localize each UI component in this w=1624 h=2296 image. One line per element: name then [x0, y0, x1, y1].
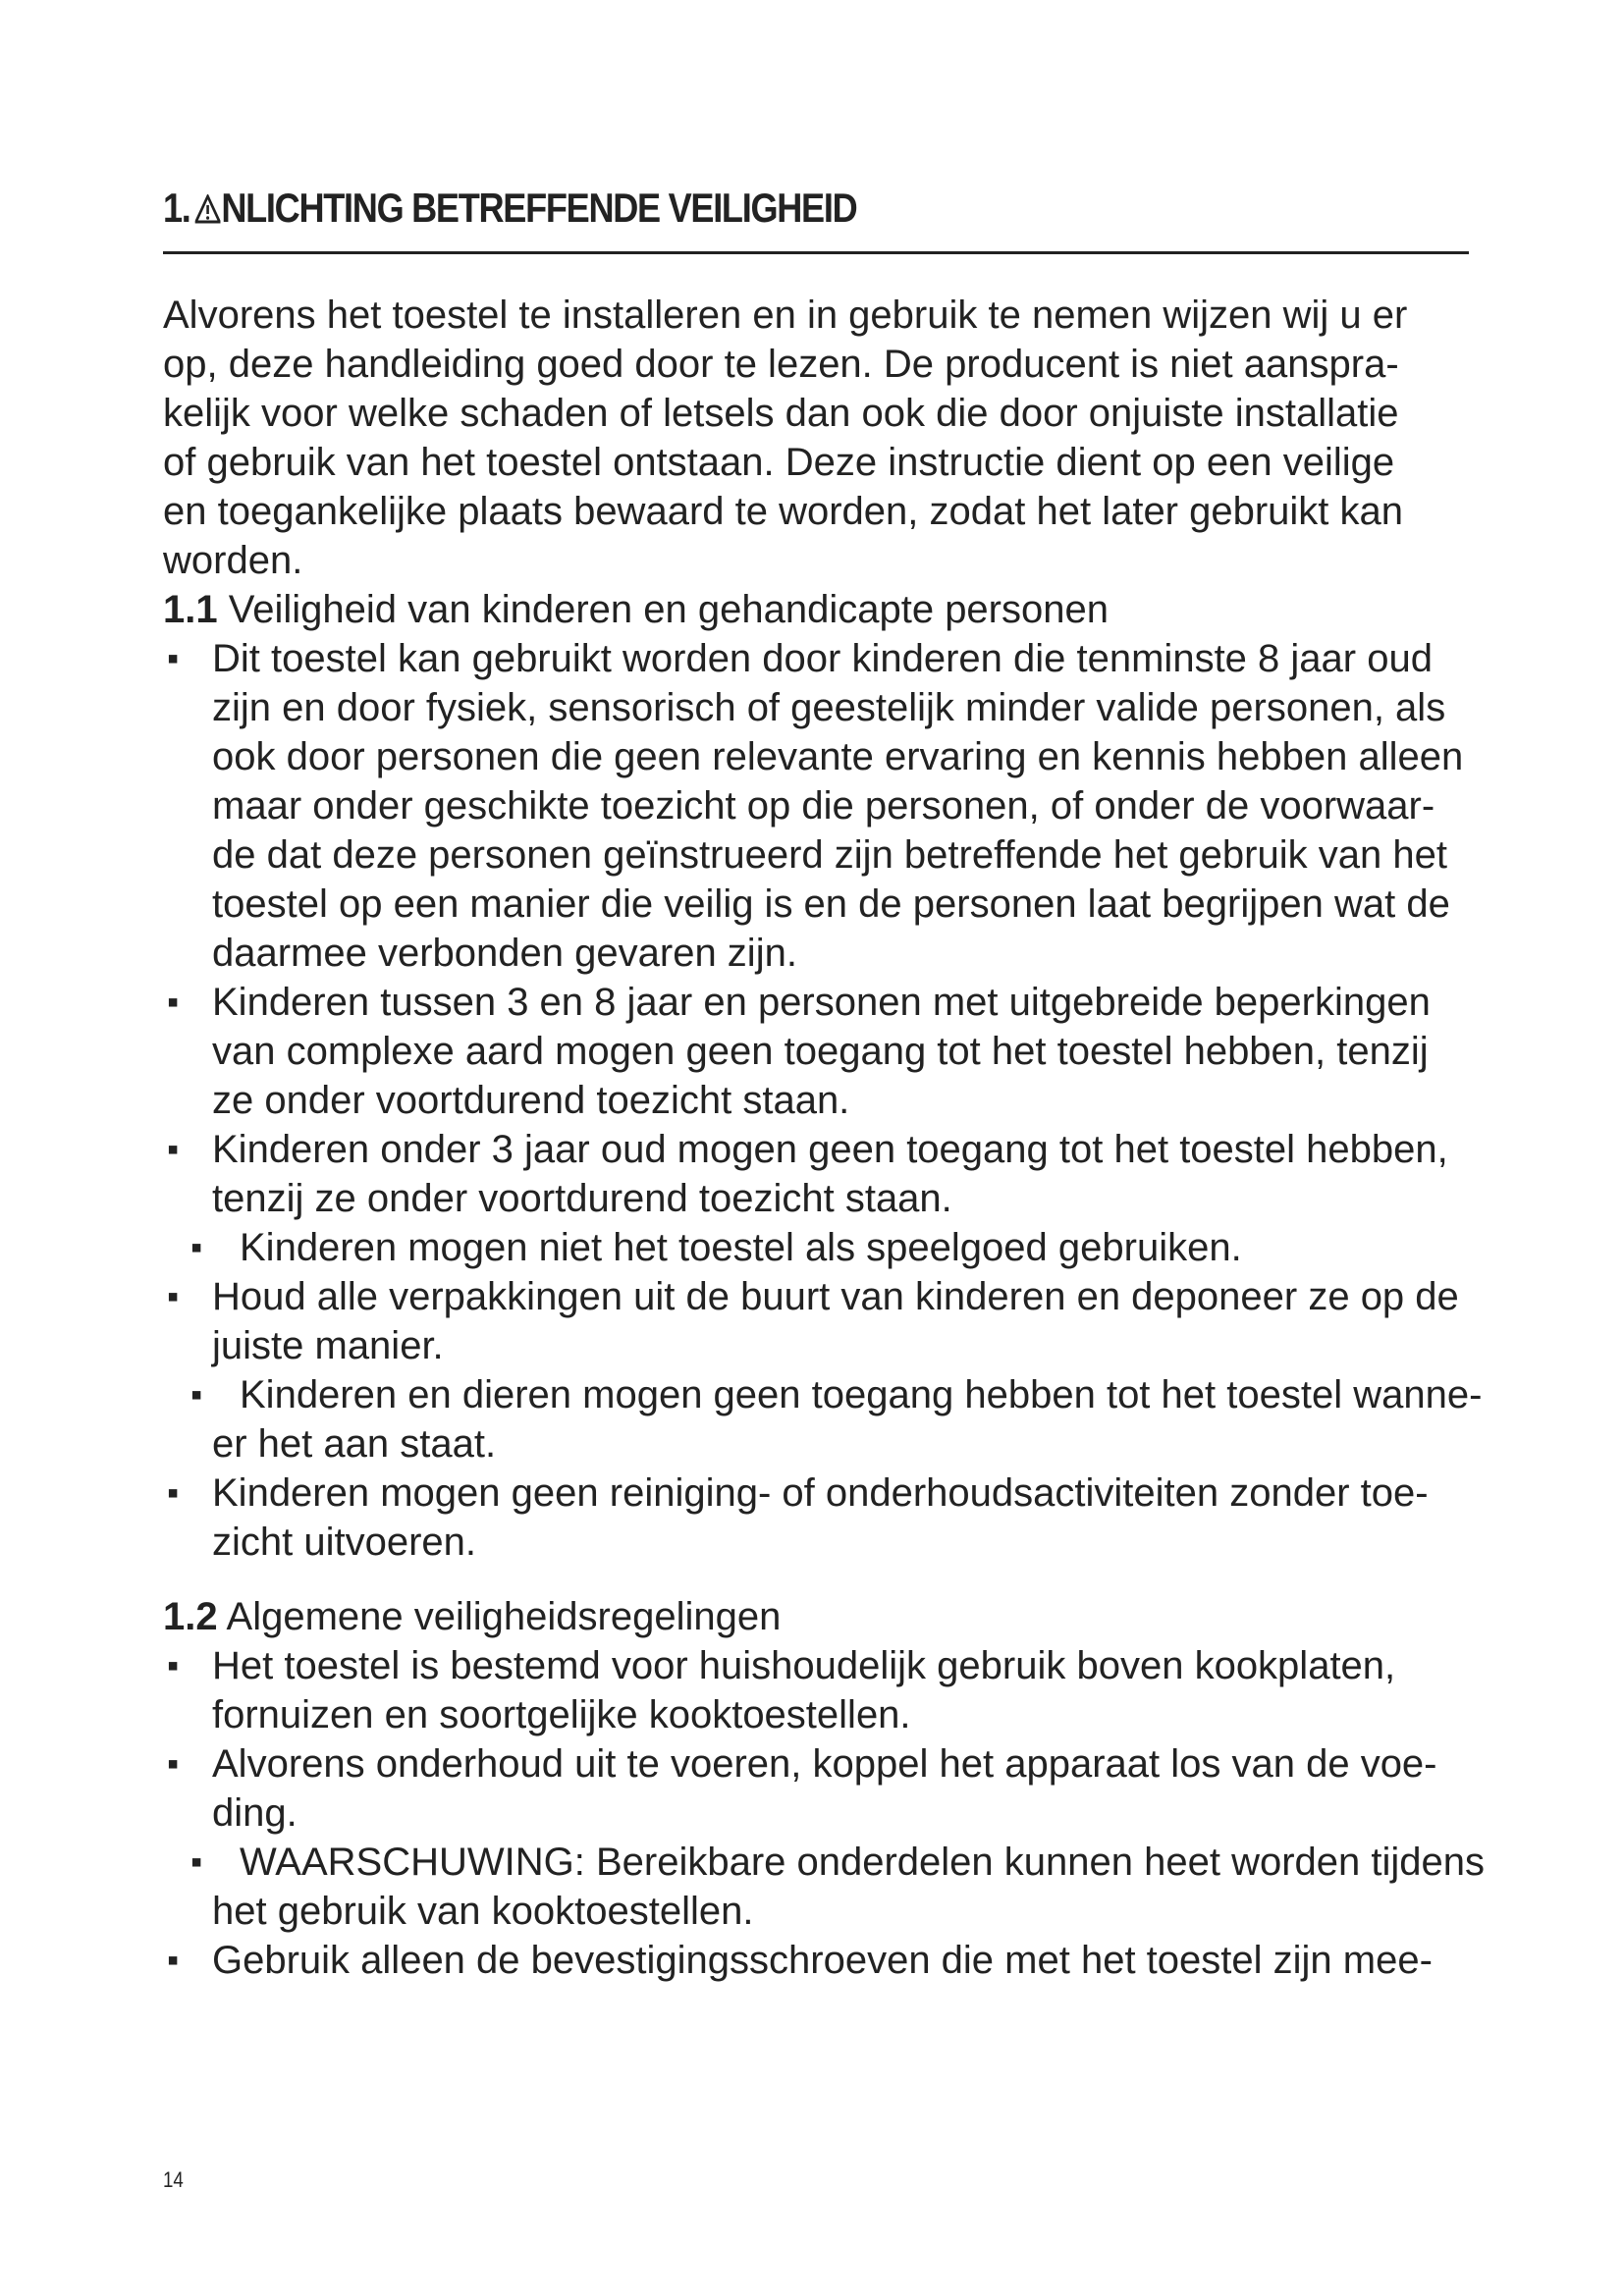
bullet-icon: ▪: [167, 640, 180, 677]
list-item: ▪ Het toestel is bestemd voor huishoudelijk gebruik boven kookplaten, fornuizen en soortgelijke kooktoestellen.: [163, 1641, 1518, 1739]
page-number: 14: [163, 2167, 184, 2192]
heading-text: NLICHTING BETREFFENDE VEILIGHEID: [221, 185, 857, 231]
list-item: ▪ Kinderen tussen 3 en 8 jaar en personen met uitgebreide beperkingen van complexe aard mogen geen toegang tot het toestel hebben, tenzij ze onder voortdurend toezicht staan.: [163, 978, 1518, 1125]
list-item: ▪ Dit toestel kan gebruikt worden door kinderen die tenminste 8 jaar oud zijn en door fysiek, sensorisch of geestelijk minder valide personen, als ook door personen die geen relevante ervaring en kennis hebben alleen maar onder geschikte toezicht op die personen, of onder de voorwaar- de dat deze personen geïnstrueerd zijn betreffende het gebruik van het toestel op een manier die veilig is en de personen laat begrijpen wat de daarmee verbonden gevaren zijn.: [163, 634, 1518, 978]
bullet-icon: ▪: [167, 1942, 180, 1979]
bullet-icon: ▪: [167, 984, 180, 1021]
list-item: ▪ Kinderen mogen geen reiniging- of onderhoudsactiviteiten zonder toe- zicht uitvoeren.: [163, 1468, 1518, 1567]
subsection-heading-1-1: 1.1 Veiligheid van kinderen en gehandicapte personen: [163, 588, 1109, 631]
intro-paragraph: Alvorens het toestel te installeren en in gebruik te nemen wijzen wij u er op, deze handleiding goed door te lezen. De producent is niet aanspra- kelijk voor welke schaden of letsels dan ook die door onjuiste installatie of gebruik van het toestel ontstaan. Deze instructie dient op een veilige en toegankelijke plaats bewaard te worden, zodat het later gebruikt kan worden.: [163, 294, 1408, 582]
heading-rule: [163, 251, 1469, 254]
list-item: ▪ Alvorens onderhoud uit te voeren, koppel het apparaat los van de voe- ding.: [163, 1739, 1518, 1838]
bullet-icon: ▪: [190, 1376, 203, 1414]
heading-number: 1.: [163, 185, 190, 231]
warning-triangle-icon: [195, 194, 221, 224]
list-item: ▪ Kinderen onder 3 jaar oud mogen geen toegang tot het toestel hebben, tenzij ze onder voortdurend toezicht staan.: [163, 1125, 1518, 1223]
bullet-icon: ▪: [190, 1843, 203, 1881]
list-item: ▪ Houd alle verpakkingen uit de buurt van kinderen en deponeer ze op de juiste manier.: [163, 1272, 1518, 1370]
bullet-icon: ▪: [190, 1229, 203, 1266]
list-item: ▪ Kinderen en dieren mogen geen toegang hebben tot het toestel wanne- er het aan staat.: [163, 1370, 1518, 1468]
list-item: ▪ WAARSCHUWING: Bereikbare onderdelen kunnen heet worden tijdens het gebruik van kooktoestellen.: [163, 1838, 1518, 1936]
bullet-icon: ▪: [167, 1131, 180, 1168]
list-item: ▪ Kinderen mogen niet het toestel als speelgoed gebruiken.: [163, 1223, 1518, 1272]
bullet-icon: ▪: [167, 1278, 180, 1315]
section-heading: [163, 185, 856, 232]
bullet-icon: ▪: [167, 1474, 180, 1512]
child-safety-list: [163, 634, 1518, 1567]
bullet-icon: ▪: [167, 1647, 180, 1684]
general-safety-list: [163, 1641, 1518, 1985]
document-body: [163, 291, 1518, 1985]
subsection-heading-1-2: 1.2 Algemene veiligheidsregelingen: [163, 1595, 782, 1638]
list-item: ▪ Gebruik alleen de bevestigingsschroeven die met het toestel zijn mee-: [163, 1936, 1518, 1985]
bullet-icon: ▪: [167, 1745, 180, 1783]
